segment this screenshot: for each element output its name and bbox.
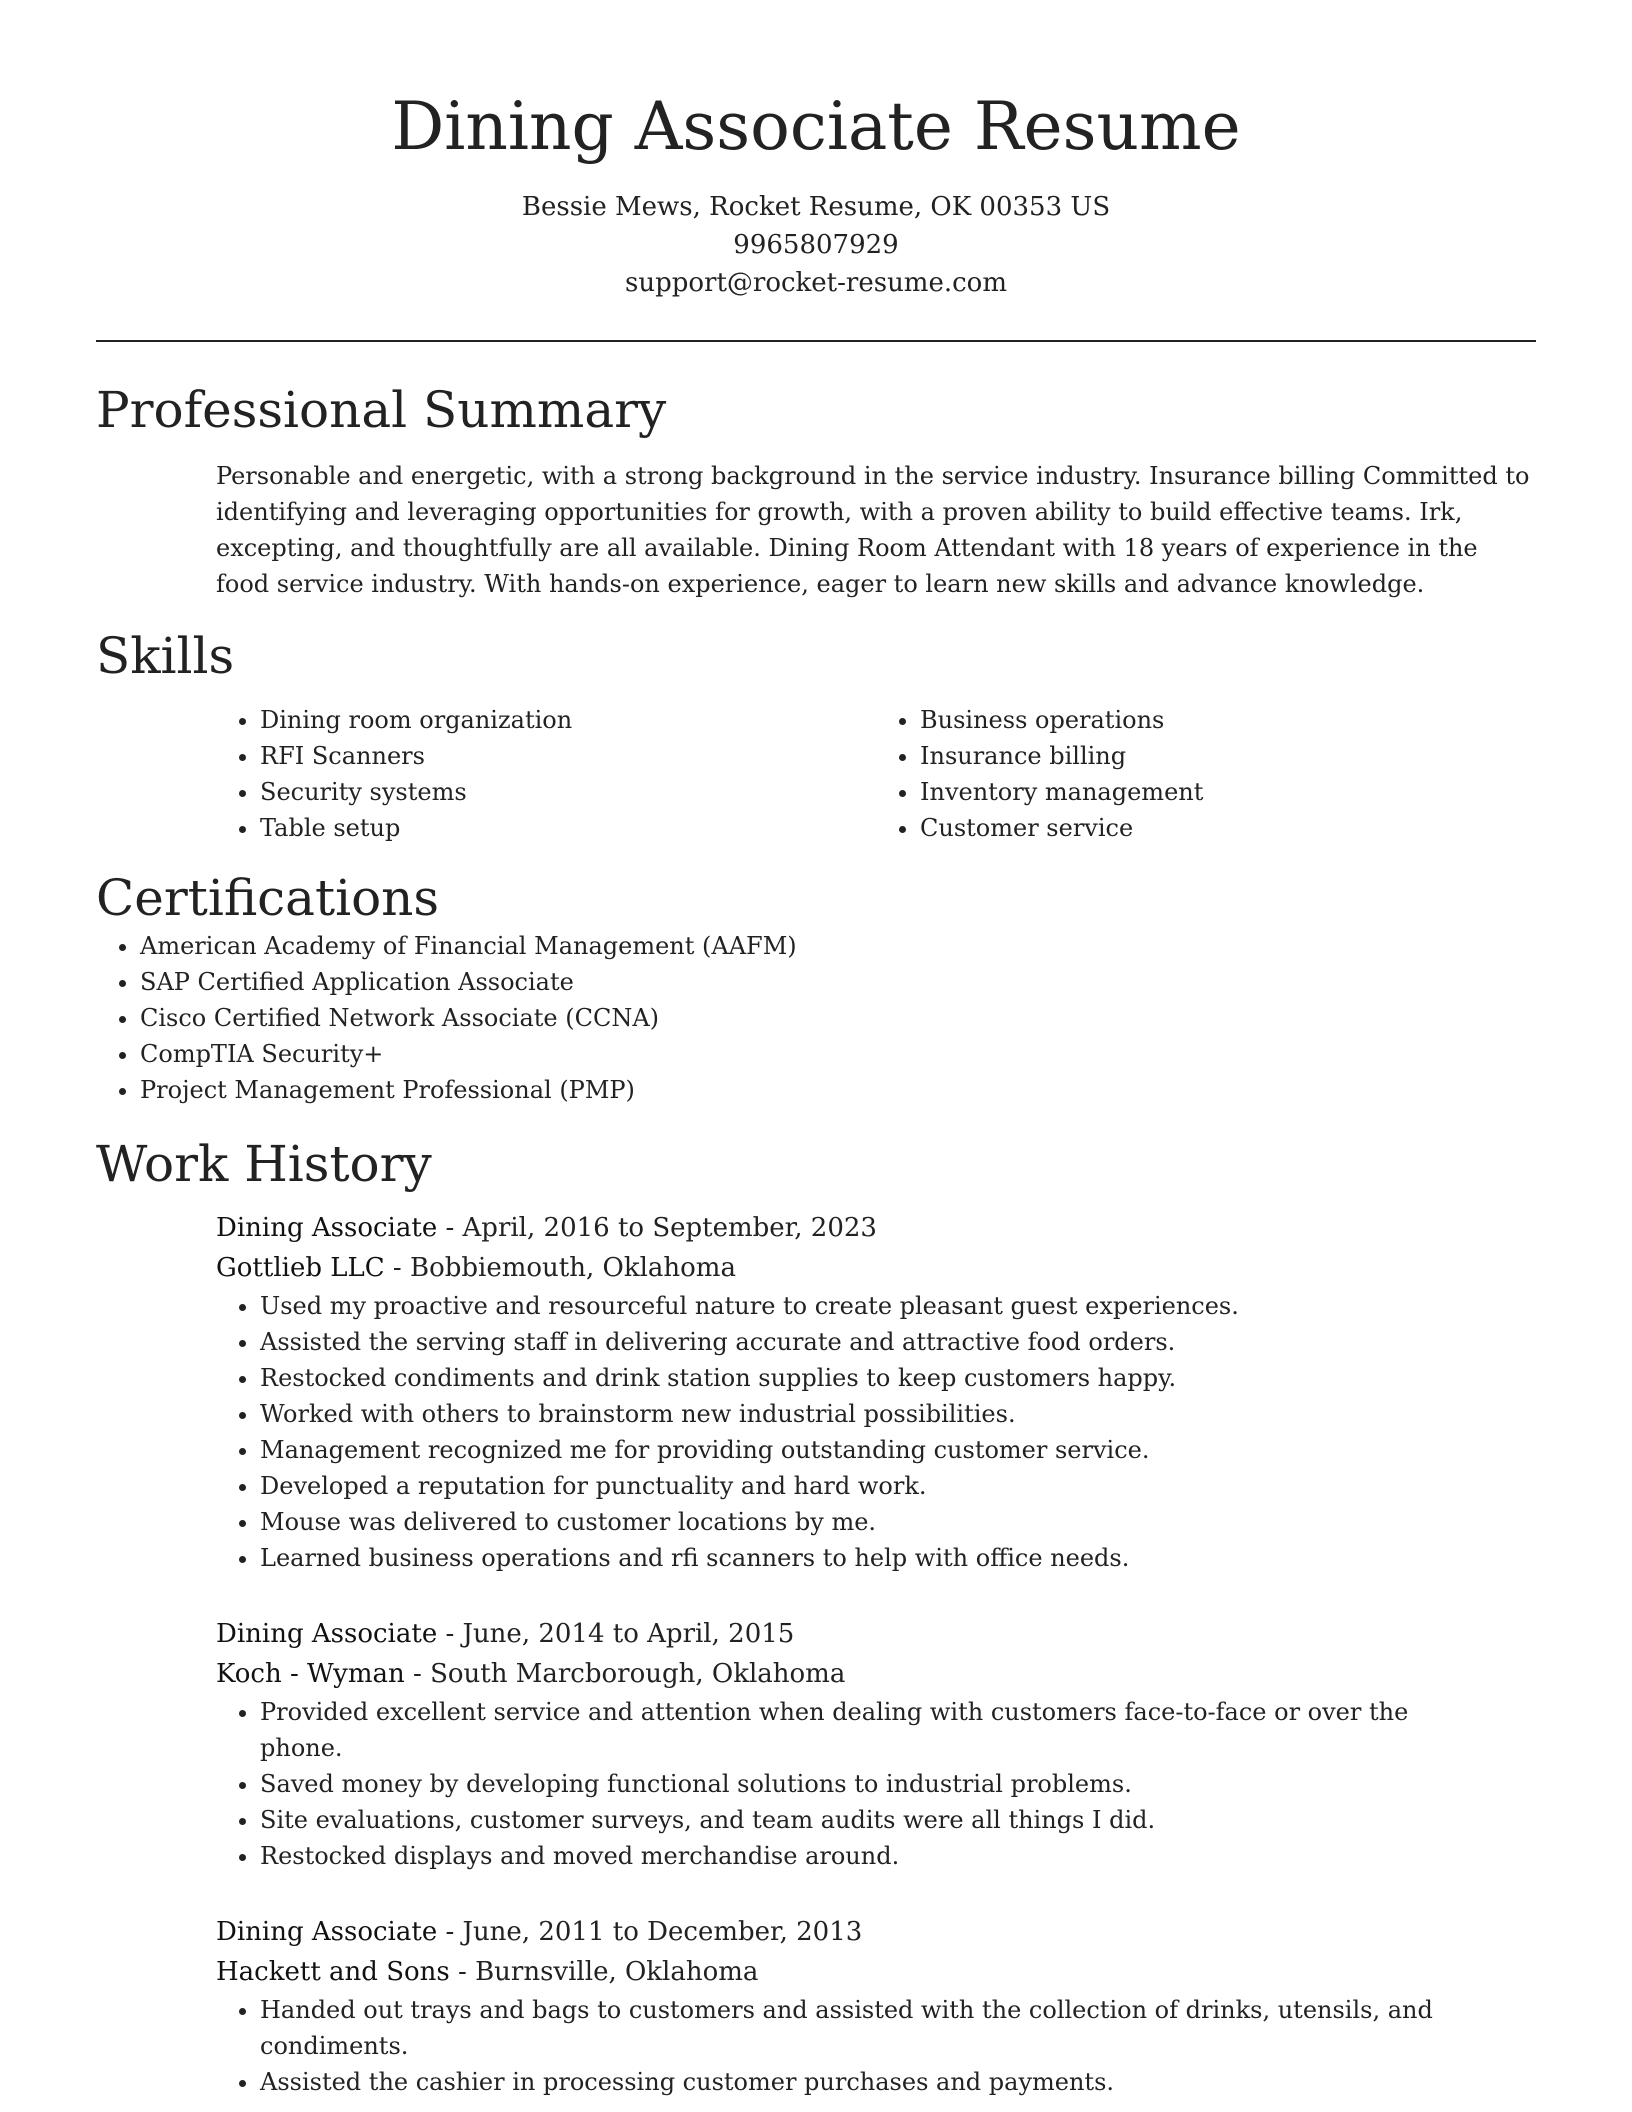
certifications-heading: Certifications <box>96 869 440 927</box>
skill-item: • Business operations <box>920 702 1536 738</box>
job-title-line <box>216 1912 1536 1952</box>
job-company: Gottlieb LLC <box>216 1253 385 1283</box>
work-history-heading: Work History <box>96 1135 432 1193</box>
certifications-list <box>96 928 1536 1108</box>
skills-heading: Skills <box>96 627 235 685</box>
job-duty-item: • Assisted the cashier in processing customer purchases and payments. <box>260 2064 1536 2100</box>
job-duty-item: • Handed out trays and bags to customers and assisted with the collection of drinks, utensils, and condiments. <box>260 1992 1536 2064</box>
job-entry <box>216 1614 1536 1874</box>
skill-item: • Insurance billing <box>920 738 1536 774</box>
header-divider <box>96 340 1536 342</box>
resume-title: Dining Associate Resume <box>391 88 1241 165</box>
job-duty-item: • Saved money by developing functional solutions to industrial problems. <box>260 1766 1536 1802</box>
certification-item: • CompTIA Security+ <box>140 1036 1536 1072</box>
job-title: Dining Associate <box>216 1213 438 1243</box>
skills-section <box>96 626 1536 846</box>
job-company-line <box>216 1952 1536 1992</box>
contact-block <box>96 188 1536 302</box>
job-duty-item: • Provided excellent service and attention when dealing with customers face-to-face or over the phone. <box>260 1694 1536 1766</box>
summary-heading: Professional Summary <box>96 381 667 439</box>
job-location: - South Marcborough, Oklahoma <box>404 1659 846 1689</box>
job-duty-item: • Restocked displays and moved merchandise around. <box>260 1838 1536 1874</box>
job-location: - Bobbiemouth, Oklahoma <box>384 1253 736 1283</box>
contact-email: support@rocket-resume.com <box>624 268 1007 298</box>
skill-item: • Security systems <box>260 774 876 810</box>
job-duties-list <box>216 1288 1536 1576</box>
work-history-section <box>96 1134 1536 2100</box>
job-duty-item: • Site evaluations, customer surveys, and team audits were all things I did. <box>260 1802 1536 1838</box>
job-duties-list <box>216 1992 1536 2100</box>
job-dates: - June, 2014 to April, 2015 <box>437 1619 795 1649</box>
skills-columns <box>216 702 1536 846</box>
skill-item: • Customer service <box>920 810 1536 846</box>
job-duty-item: • Worked with others to brainstorm new industrial possibilities. <box>260 1396 1536 1432</box>
job-title-line <box>216 1208 1536 1248</box>
certification-item: • American Academy of Financial Management (AAFM) <box>140 928 1536 964</box>
skill-item: • Dining room organization <box>260 702 876 738</box>
skill-item: • RFI Scanners <box>260 738 876 774</box>
job-dates: - April, 2016 to September, 2023 <box>437 1213 877 1243</box>
skill-item: • Inventory management <box>920 774 1536 810</box>
job-duty-item: • Developed a reputation for punctuality and hard work. <box>260 1468 1536 1504</box>
resume-page <box>96 0 1536 2100</box>
job-dates: - June, 2011 to December, 2013 <box>437 1917 863 1947</box>
job-title: Dining Associate <box>216 1619 438 1649</box>
contact-phone: 9965807929 <box>733 230 899 260</box>
certification-item: • SAP Certified Application Associate <box>140 964 1536 1000</box>
job-entry <box>216 1208 1536 1576</box>
job-company-line <box>216 1248 1536 1288</box>
contact-address: Bessie Mews, Rocket Resume, OK 00353 US <box>521 192 1111 222</box>
skill-item: • Table setup <box>260 810 876 846</box>
job-title-line <box>216 1614 1536 1654</box>
job-duty-item: • Assisted the serving staff in delivering accurate and attractive food orders. <box>260 1324 1536 1360</box>
certification-item: • Project Management Professional (PMP) <box>140 1072 1536 1108</box>
job-company: Hackett and Sons <box>216 1957 450 1987</box>
job-duty-item: • Management recognized me for providing outstanding customer service. <box>260 1432 1536 1468</box>
skills-list-right <box>876 702 1536 846</box>
job-duty-item: • Used my proactive and resourceful nature to create pleasant guest experiences. <box>260 1288 1536 1324</box>
job-duty-item: • Learned business operations and rfi scanners to help with office needs. <box>260 1540 1536 1576</box>
skills-list-left <box>216 702 876 846</box>
job-entry <box>216 1912 1536 2100</box>
job-duty-item: • Mouse was delivered to customer locations by me. <box>260 1504 1536 1540</box>
job-company: Koch - Wyman <box>216 1659 405 1689</box>
job-duties-list <box>216 1694 1536 1874</box>
summary-text: Personable and energetic, with a strong background in the service industry. Insurance billing Committed to identifying and leveraging opportunities for growth, with a proven ability to build effective teams. Irk, excepting, and thoughtfully are all available. Dining Room Attendant with 18 years of experience in the food service industry. With hands-on experience, eager to learn new skills and advance knowledge. <box>216 462 1530 598</box>
job-duty-item: • Restocked condiments and drink station supplies to keep customers happy. <box>260 1360 1536 1396</box>
job-company-line <box>216 1654 1536 1694</box>
summary-section <box>96 380 1536 602</box>
certification-item: • Cisco Certified Network Associate (CCNA) <box>140 1000 1536 1036</box>
certifications-section <box>96 868 1536 1108</box>
job-title: Dining Associate <box>216 1917 438 1947</box>
job-location: - Burnsville, Oklahoma <box>449 1957 759 1987</box>
